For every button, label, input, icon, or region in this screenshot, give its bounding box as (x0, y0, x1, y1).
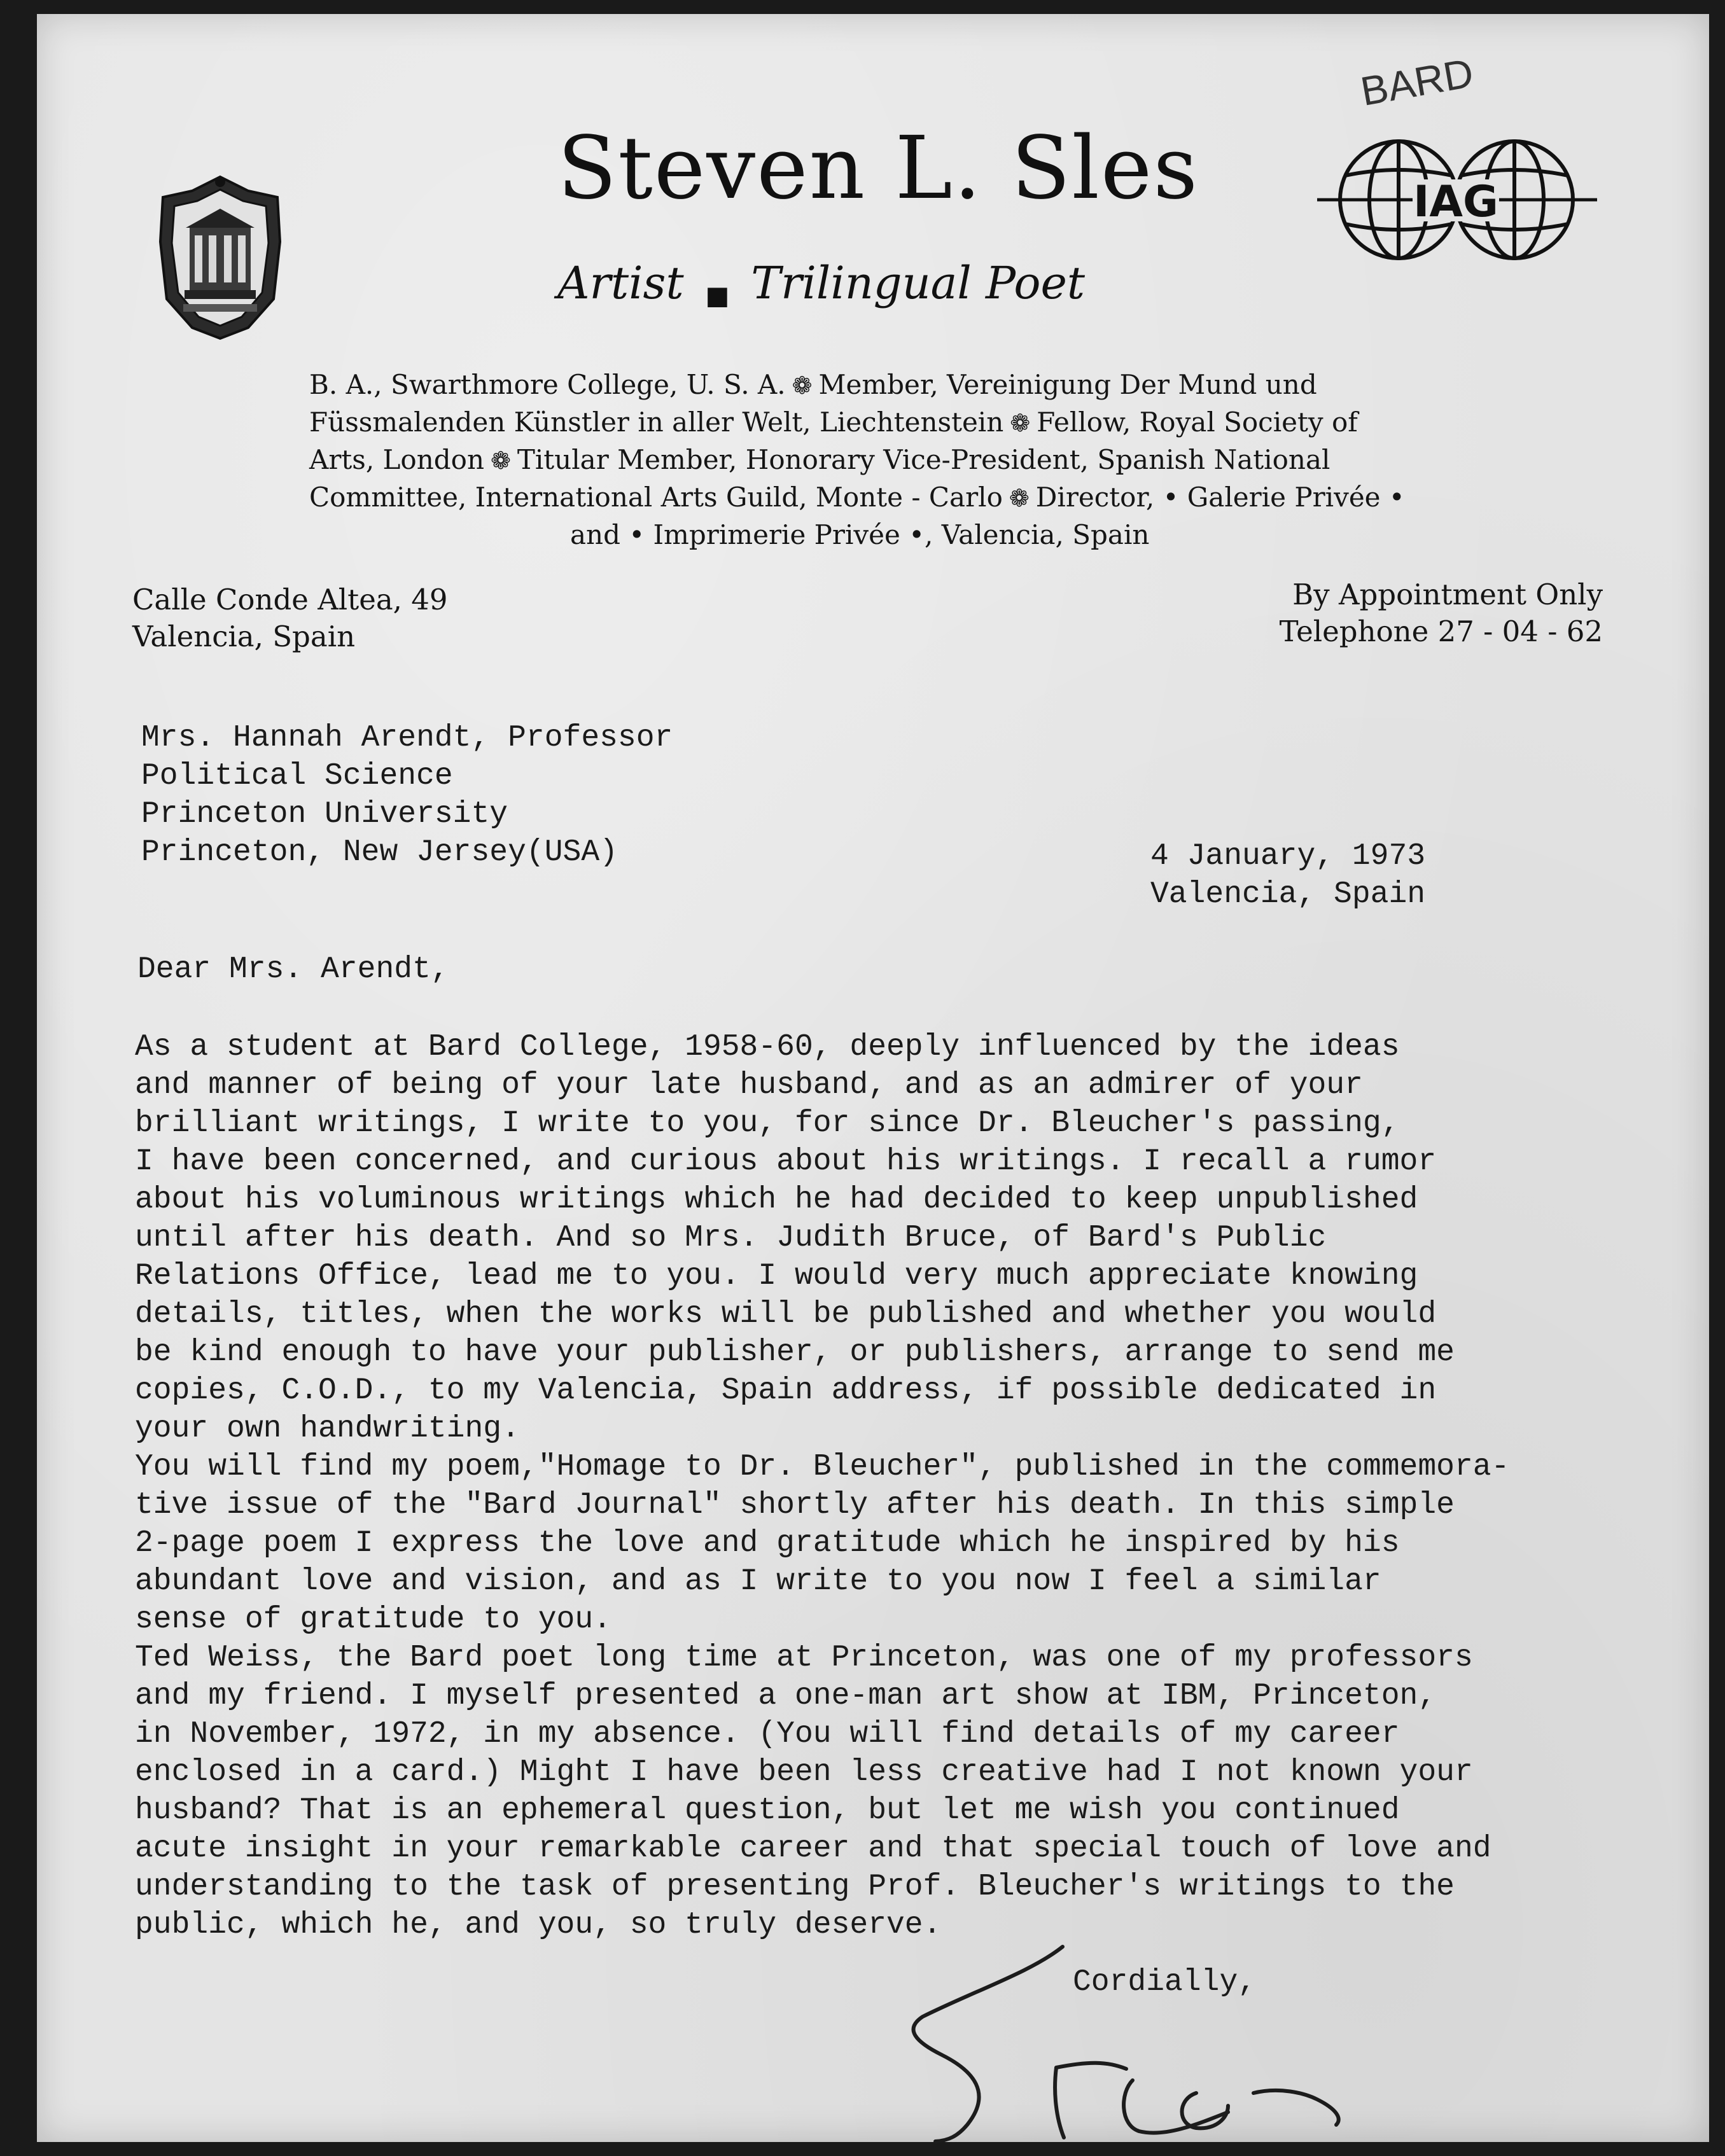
body-line: abundant love and vision, and as I write to you now I feel a similar (135, 1564, 1381, 1599)
body-line: Ted Weiss, the Bard poet long time at Princeton, was one of my professors (135, 1641, 1473, 1675)
body-line: about his voluminous writings which he had decided to keep unpublished (135, 1183, 1418, 1217)
body-line: copies, C.O.D., to my Valencia, Spain address, if possible dedicated in (135, 1374, 1437, 1408)
body-line: public, which he, and you, so truly deserve. (135, 1908, 942, 1942)
body-line: As a student at Bard College, 1958-60, deeply influenced by the ideas (135, 1030, 1400, 1064)
credentials-line-2: Füssmalenden Künstler in aller Welt, Liechtenstein ❁ Fellow, Royal Society of (309, 407, 1358, 438)
body-line: You will find my poem,"Homage to Dr. Bleucher", published in the commemora- (135, 1450, 1510, 1484)
body-line: Relations Office, lead me to you. I would very much appreciate knowing (135, 1259, 1418, 1293)
sender-contact: By Appointment Only Telephone 27 - 04 - 62 (1279, 578, 1603, 648)
iag-globes-logo (1317, 131, 1597, 267)
flower-ornament-icon: ❁ (792, 372, 813, 400)
flower-ornament-icon: ❁ (1010, 409, 1031, 437)
body-line: in November, 1972, in my absence. (You will find details of my career (135, 1717, 1400, 1751)
body-line: details, titles, when the works will be published and whether you would (135, 1297, 1437, 1332)
body-line: until after his death. And so Mrs. Judith Bruce, of Bard's Public (135, 1221, 1327, 1255)
subtitle-poet: Trilingual Poet (751, 257, 1086, 309)
letter-body (135, 1028, 1509, 1944)
body-line: 2-page poem I express the love and gratitude which he inspired by his (135, 1526, 1400, 1561)
body-line: and manner of being of your late husband, and as an admirer of your (135, 1068, 1363, 1102)
flower-ornament-icon: ❁ (1009, 484, 1030, 512)
flower-ornament-icon: ❁ (491, 447, 511, 475)
letter-place: Valencia, Spain (1150, 877, 1426, 912)
dateline (1150, 837, 1425, 914)
closing: Cordially, (1073, 1965, 1257, 2000)
salutation: Dear Mrs. Arendt, (137, 952, 449, 987)
body-line: I have been concerned, and curious about his writings. I recall a rumor (135, 1144, 1437, 1179)
credentials-line-3: Arts, London ❁ Titular Member, Honorary Vice-President, Spanish National (309, 444, 1330, 475)
credentials-block (309, 366, 1405, 553)
iag-logo-text: IAG (1413, 177, 1498, 227)
letterhead-subtitle (557, 257, 1085, 310)
body-line: enclosed in a card.) Might I have been less creative had I not known your (135, 1755, 1473, 1790)
society-seal-emblem (153, 172, 288, 344)
body-line: and my friend. I myself presented a one-man art show at IBM, Princeton, (135, 1679, 1437, 1713)
body-line: understanding to the task of presenting Prof. Bleucher's writings to the (135, 1870, 1455, 1904)
body-line: husband? That is an ephemeral question, but let me wish you continued (135, 1793, 1400, 1828)
sender-address: Calle Conde Altea, 49 Valencia, Spain (132, 583, 448, 653)
letterhead-name: Steven L. Sles (557, 118, 1199, 219)
credentials-line-4: Committee, International Arts Guild, Monte - Carlo ❁ Director, • Galerie Privée • (309, 482, 1405, 513)
body-line: acute insight in your remarkable career and that special touch of love and (135, 1832, 1491, 1866)
body-line: tive issue of the "Bard Journal" shortly after his death. In this simple (135, 1488, 1455, 1522)
handwritten-signature (897, 1934, 1355, 2144)
recipient-address: Mrs. Hannah Arendt, Professor Political Science Princeton University Princeton, New Jersey(USA) (141, 721, 673, 870)
body-line: brilliant writings, I write to you, for since Dr. Bleucher's passing, (135, 1106, 1400, 1141)
handwritten-note: BARD (1357, 50, 1477, 115)
credentials-line-5: and • Imprimerie Privée •, Valencia, Spain (570, 519, 1150, 550)
subtitle-artist: Artist (557, 257, 684, 309)
subtitle-separator: ■ (705, 281, 730, 311)
body-line: your own handwriting. (135, 1412, 520, 1446)
credentials-line-1: B. A., Swarthmore College, U. S. A. ❁ Member, Vereinigung Der Mund und (309, 369, 1317, 400)
letter-date: 4 January, 1973 (1150, 839, 1426, 873)
body-line: be kind enough to have your publisher, or publishers, arrange to send me (135, 1335, 1455, 1370)
body-line: sense of gratitude to you. (135, 1603, 611, 1637)
